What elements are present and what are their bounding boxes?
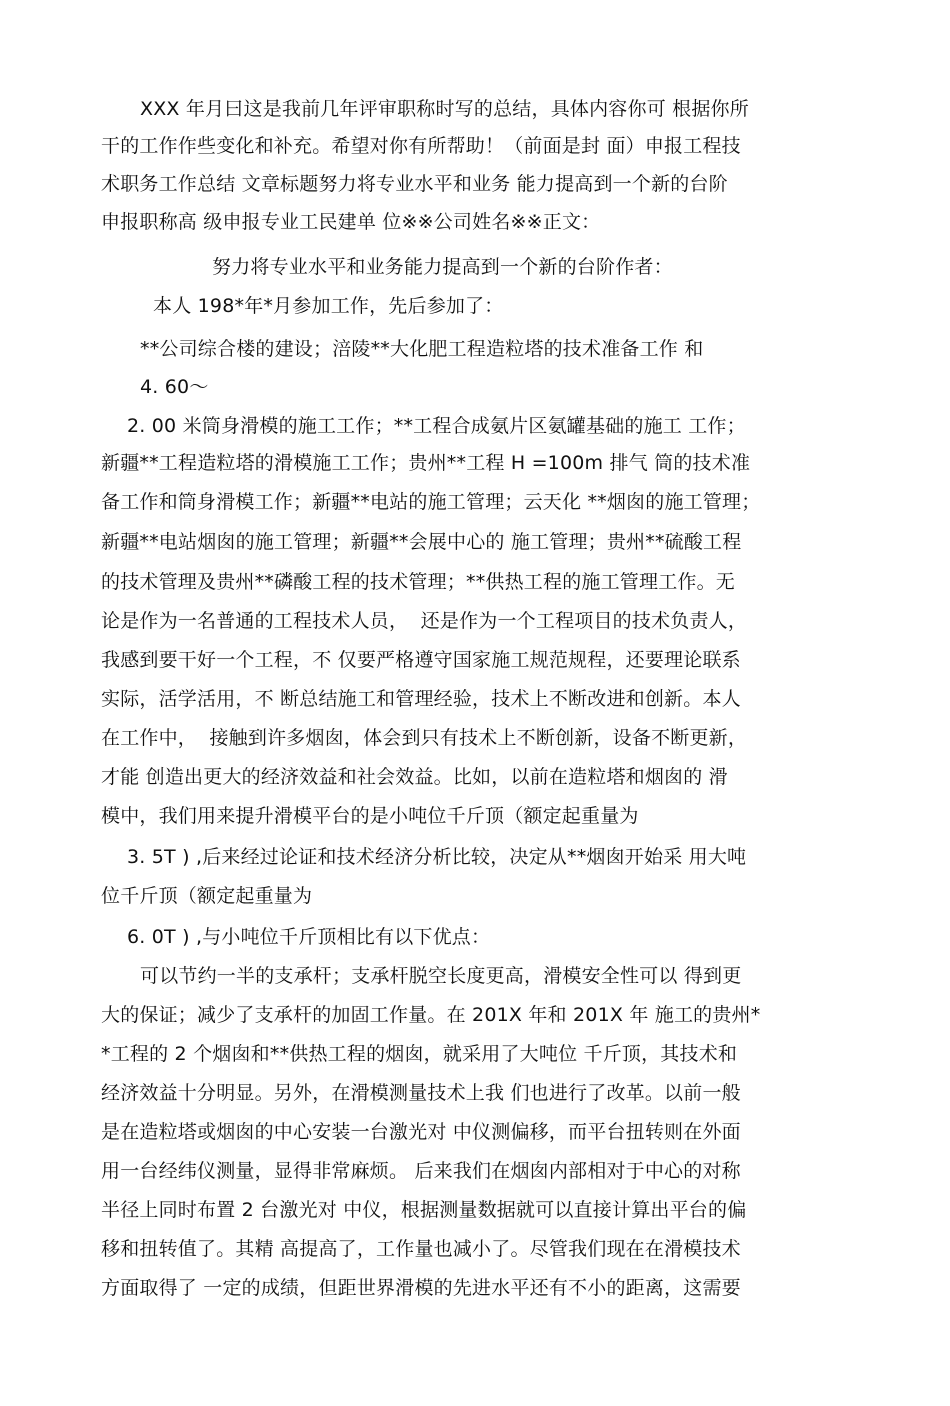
text-line-9: 2. 00 米筒身滑模的施工工作；**工程合成氨片区氨罐基础的施工 工作； (127, 415, 746, 437)
text-line-16: 实际，活学活用，不 断总结施工和管理经验，技术上不断改进和创新。本人 (101, 688, 741, 710)
text-line-26: 经济效益十分明显。另外，在滑模测量技术上我 们也进行了改革。以前一般 (101, 1082, 741, 1104)
text-line-30: 移和扭转值了。其精 高提高了，工作量也减小了。尽管我们现在在滑模技术 (101, 1238, 741, 1260)
text-line-28: 用一台经纬仪测量，显得非常麻烦。 后来我们在烟囱内部相对于中心的对称 (101, 1160, 741, 1182)
text-line-18: 才能 创造出更大的经济效益和社会效益。比如，以前在造粒塔和烟囱的 滑 (101, 766, 728, 788)
text-line-11: 备工作和筒身滑模工作；新疆**电站的施工管理；云天化 **烟囱的施工管理； (101, 491, 761, 513)
text-line-27: 是在造粒塔或烟囱的中心安装一台激光对 中仪测偏移，而平台扭转则在外面 (101, 1121, 741, 1143)
text-line-17: 在工作中， 接触到许多烟囱，体会到只有技术上不断创新，设备不断更新， (101, 727, 748, 749)
text-line-12: 新疆**电站烟囱的施工管理；新疆**会展中心的 施工管理；贵州**硫酸工程 (101, 531, 742, 553)
text-line-25: *工程的 2 个烟囱和**供热工程的烟囱，就采用了大吨位 千斤顶，其技术和 (101, 1043, 738, 1065)
text-line-1: XXX 年月曰这是我前几年评审职称时写的总结，具体内容你可 根据你所 (140, 98, 749, 120)
text-line-8: 4. 60～ (140, 376, 209, 398)
text-line-24: 大的保证；减少了支承杆的加固工作量。在 201X 年和 201X 年 施工的贵州* (101, 1004, 761, 1026)
text-line-2: 干的工作作些变化和补充。希望对你有所帮助！（前面是封 面）申报工程技 (101, 135, 741, 157)
text-line-19: 模中，我们用来提升滑模平台的是小吨位千斤顶（额定起重量为 (101, 805, 639, 827)
text-line-20: 3. 5T ) ,后来经过论证和技术经济分析比较，决定从**烟囱开始采 用大吨 (127, 846, 747, 868)
text-line-5: 努力将专业水平和业务能力提高到一个新的台阶作者： (212, 256, 673, 278)
text-line-31: 方面取得了 一定的成绩，但距世界滑模的先进水平还有不小的距离，这需要 (101, 1277, 741, 1299)
text-line-7: **公司综合楼的建设；涪陵**大化肥工程造粒塔的技术准备工作 和 (140, 338, 704, 360)
text-line-4: 申报职称高 级申报专业工民建单 位※※公司姓名※※正文： (101, 211, 601, 233)
text-line-23: 可以节约一半的支承杆；支承杆脱空长度更高，滑模安全性可以 得到更 (140, 965, 742, 987)
text-line-21: 位千斤顶（额定起重量为 (101, 885, 313, 907)
text-line-10: 新疆**工程造粒塔的滑模施工工作；贵州**工程 H =100m 排气 筒的技术准 (101, 452, 751, 474)
text-line-6: 本人 198*年*月参加工作，先后参加了： (153, 295, 504, 317)
text-line-13: 的技术管理及贵州**磷酸工程的技术管理；**供热工程的施工管理工作。无 (101, 571, 736, 593)
text-line-3: 术职务工作总结 文章标题努力将专业水平和业务 能力提高到一个新的台阶 (101, 173, 728, 195)
text-line-14: 论是作为一名普通的工程技术人员， 还是作为一个工程项目的技术负责人， (101, 610, 748, 632)
text-line-15: 我感到要干好一个工程，不 仅要严格遵守国家施工规范规程，还要理论联系 (101, 649, 741, 671)
text-line-22: 6. 0T ) ,与小吨位千斤顶相比有以下优点： (127, 926, 491, 948)
text-line-29: 半径上同时布置 2 台激光对 中仪，根据测量数据就可以直接计算出平台的偏 (101, 1199, 747, 1221)
